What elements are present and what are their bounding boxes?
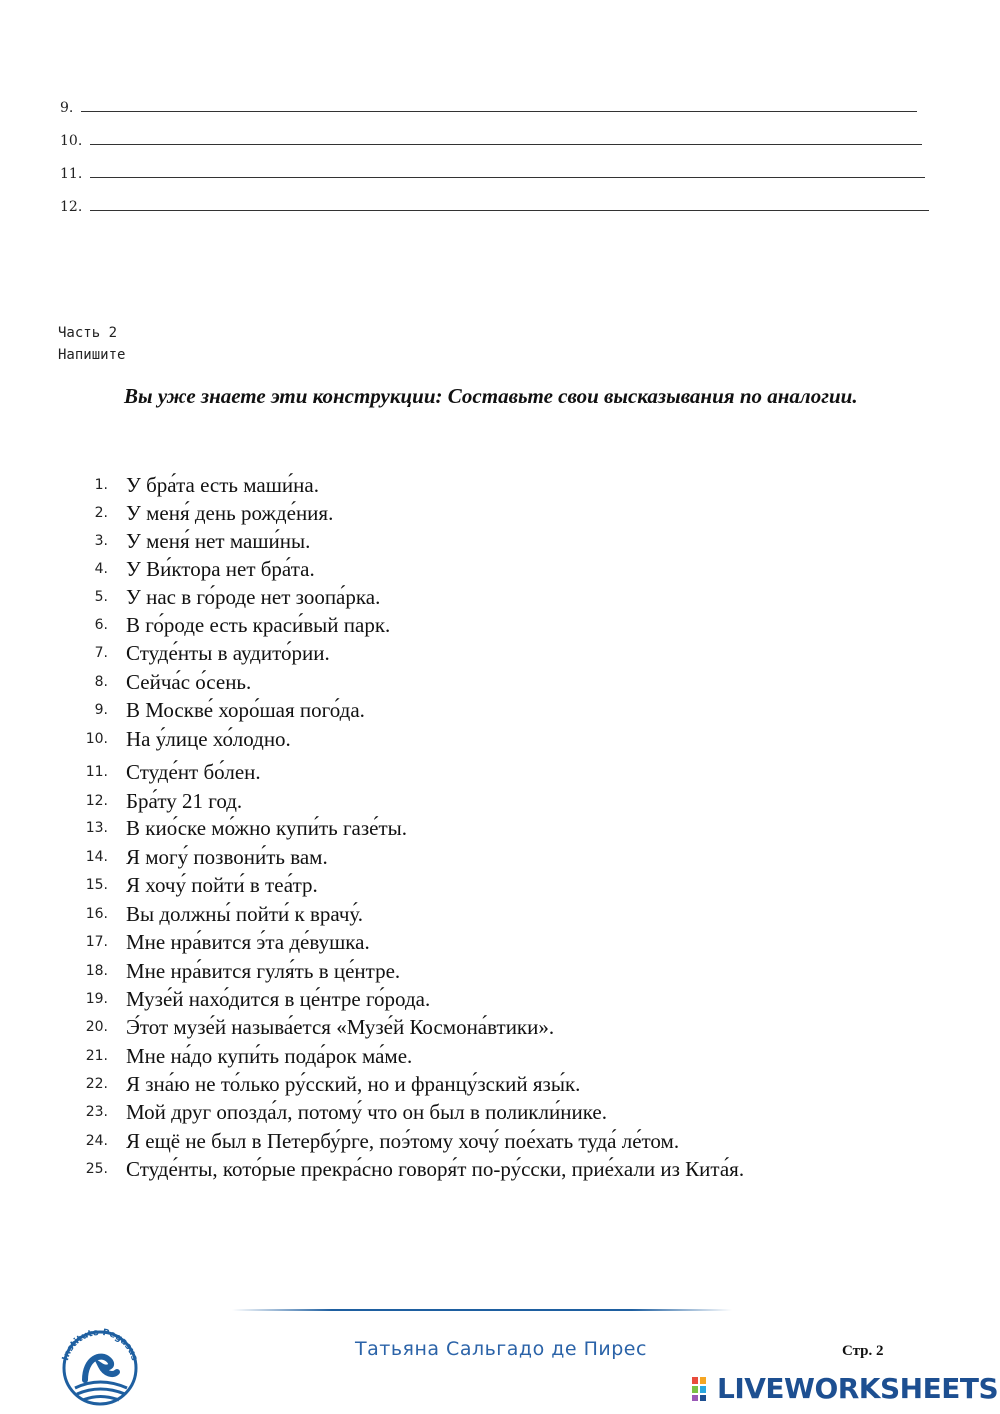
answer-line-number: 12. — [60, 199, 83, 215]
item-number: 1. — [94, 477, 108, 493]
item-number: 4. — [94, 561, 108, 577]
item-number: 6. — [94, 617, 108, 633]
item-text: Я ещё не был в Петербу́рге, поэ́тому хочу́ пое́хать туда́ ле́том. — [126, 1128, 680, 1153]
item-text: Сейча́с о́сень. — [126, 669, 252, 694]
brand-text: LIVEWORKSHEETS — [717, 1372, 999, 1405]
answer-line-10[interactable] — [60, 133, 922, 149]
item-number: 22. — [85, 1076, 108, 1092]
pegasus-logo-icon — [55, 1318, 145, 1408]
item-text: На у́лице хо́лодно. — [126, 726, 291, 751]
item-number: 11. — [85, 764, 108, 780]
item-text: У меня́ день рожде́ния. — [126, 500, 334, 525]
item-number: 15. — [85, 877, 108, 893]
item-number: 13. — [85, 820, 108, 836]
item-number: 12. — [85, 793, 108, 809]
item-number: 18. — [85, 963, 108, 979]
item-number: 19. — [85, 991, 108, 1007]
item-text: Я зна́ю не то́лько ру́сский, но и францу́зский язы́к. — [126, 1071, 581, 1096]
instituto-pegasus-logo — [55, 1318, 145, 1408]
item-text: У меня́ нет маши́ны. — [126, 528, 311, 553]
item-number: 10. — [85, 731, 108, 747]
item-text: Студе́нты, кото́рые прекра́сно говоря́т по-ру́сски, прие́хали из Кита́я. — [126, 1156, 745, 1181]
item-text: Студе́нты в аудито́рии. — [126, 640, 330, 665]
item-text: В Москве́ хоро́шая пого́да. — [126, 697, 365, 722]
item-text: Музе́й нахо́дится в це́нтре го́рода. — [126, 986, 431, 1011]
logo-text: Instituto Pegasus — [60, 1327, 140, 1362]
item-text: Я хочу́ пойти́ в теа́тр. — [126, 872, 318, 897]
answer-line-number: 11. — [60, 166, 83, 182]
item-text: Мне на́до купи́ть пода́рок ма́ме. — [126, 1043, 413, 1068]
item-number: 21. — [85, 1048, 108, 1064]
item-number: 14. — [85, 849, 108, 865]
item-number: 9. — [94, 702, 108, 718]
answer-line-number: 9. — [60, 100, 74, 116]
item-number: 2. — [94, 505, 108, 521]
answer-blank[interactable] — [81, 110, 917, 112]
item-text: Мой друг опозда́л, потому́ что он был в поликли́нике. — [126, 1099, 607, 1124]
section-subtitle: Напишите — [58, 347, 126, 363]
item-text: Мне нра́вится гуля́ть в це́нтре. — [126, 958, 401, 983]
author-name: Татьяна Сальгадо де Пирес — [355, 1338, 647, 1360]
section-title: Часть 2 — [58, 325, 118, 341]
answer-line-number: 10. — [60, 133, 83, 149]
page-number: Стр. 2 — [842, 1343, 884, 1359]
item-text: Бра́ту 21 год. — [126, 788, 243, 813]
item-number: 17. — [85, 934, 108, 950]
item-number: 24. — [85, 1133, 108, 1149]
item-text: Э́тот музе́й называ́ется «Музе́й Космона́втики». — [126, 1014, 555, 1039]
item-number: 23. — [85, 1104, 108, 1120]
item-number: 5. — [94, 589, 108, 605]
item-text: Студе́нт бо́лен. — [126, 759, 261, 784]
liveworksheets-brand[interactable] — [692, 1372, 998, 1405]
item-text: У Ви́ктора нет бра́та. — [126, 556, 315, 581]
instruction-text: Вы уже знаете эти конструкции: Составьте свои высказывания по аналогии. — [124, 384, 858, 408]
item-text: Мне нра́вится э́та де́вушка. — [126, 929, 370, 954]
answer-line-11[interactable] — [60, 166, 925, 182]
footer-divider — [232, 1309, 732, 1311]
item-number: 20. — [85, 1019, 108, 1035]
item-text: Я могу́ позвони́ть вам. — [126, 844, 328, 869]
item-text: У нас в го́роде нет зоопа́рка. — [126, 584, 381, 609]
item-number: 25. — [85, 1161, 108, 1177]
item-number: 16. — [85, 906, 108, 922]
liveworksheets-logo-icon — [692, 1377, 714, 1401]
item-text: Вы должны́ пойти́ к врачу́. — [126, 901, 364, 926]
answer-line-9[interactable] — [60, 100, 917, 116]
answer-blank[interactable] — [90, 209, 929, 211]
item-text: В го́роде есть краси́вый парк. — [126, 612, 391, 637]
answer-blank[interactable] — [90, 143, 922, 145]
item-number: 7. — [94, 645, 108, 661]
item-number: 3. — [94, 533, 108, 549]
item-number: 8. — [94, 674, 108, 690]
answer-blank[interactable] — [90, 176, 925, 178]
item-text: У бра́та есть маши́на. — [126, 472, 319, 497]
item-text: В кио́ске мо́жно купи́ть газе́ты. — [126, 815, 408, 840]
answer-line-12[interactable] — [60, 199, 929, 215]
